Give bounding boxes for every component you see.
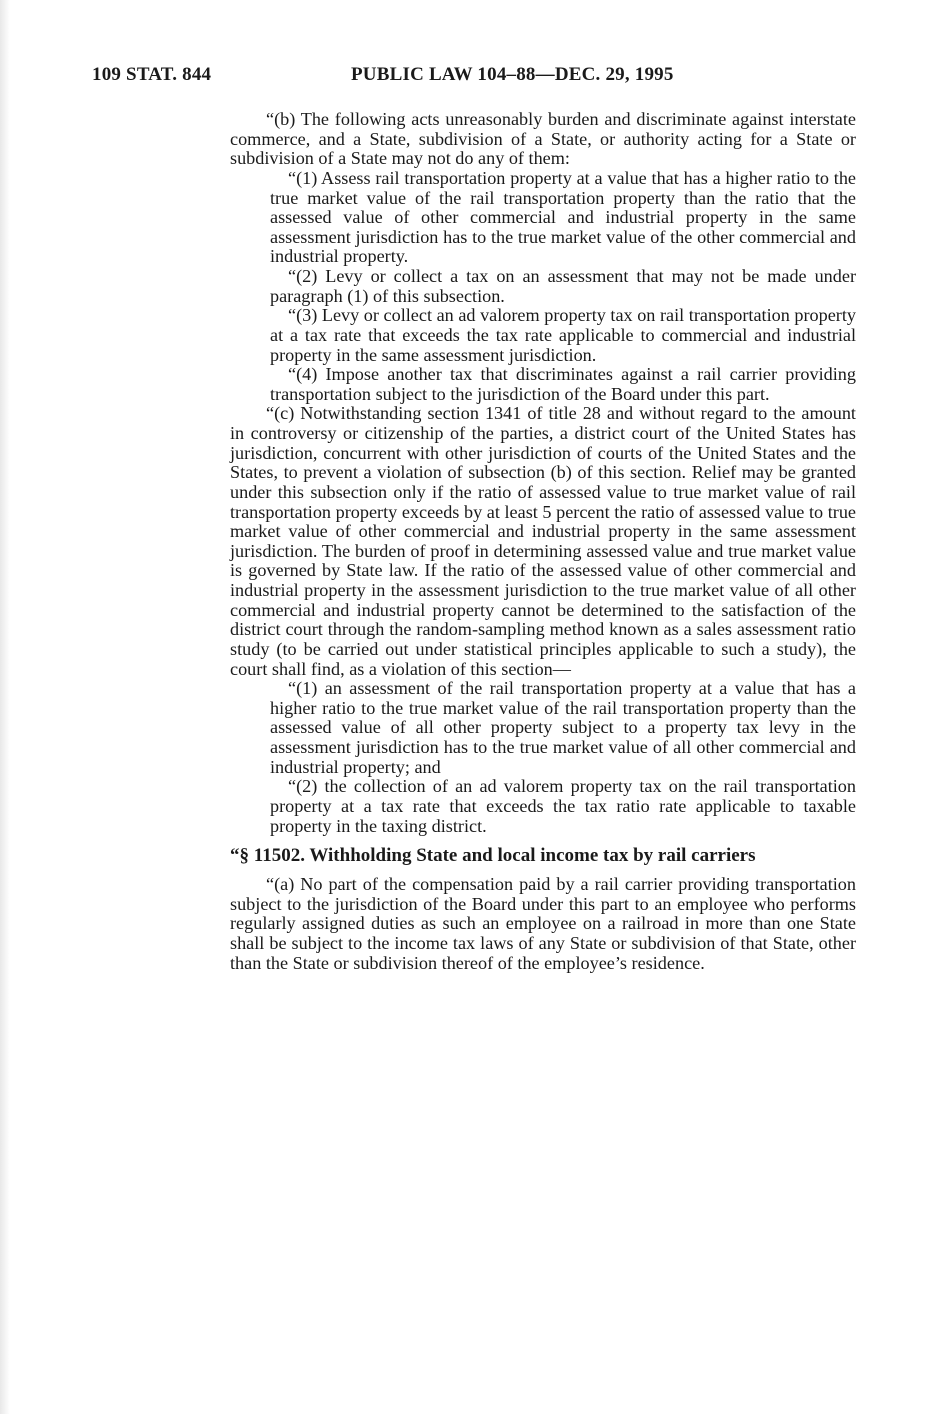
subsection-b-paragraph-1: “(1) Assess rail transportation property at a value that has a higher ratio to the true market value of the rail transportation property than the ratio that the assessed value of other commercial and industrial property in the same assessment jurisdiction has to the true market value of the other commercial and industrial property. [270,167,856,267]
running-header [92,64,812,88]
subsection-c-paragraph-2: “(2) the collection of an ad valorem property tax on the rail transportation property at a tax rate that exceeds the tax ratio rate applicable to taxable property in the taxing district. [270,776,856,836]
subsection-b-paragraph-4: “(4) Impose another tax that discriminates against a rail carrier providing transportation subject to the jurisdiction of the Board under this part. [270,364,856,404]
section-11502-subsection-a: “(a) No part of the compensation paid by a rail carrier providing transportation subject to the jurisdiction of the Board under this part to an employee who performs regularly assigned duties as such an employee on a railroad in more than one State shall be subject to the income tax laws of any State or subdivision of that State, other than the State or subdivision thereof of the employee’s residence. [230,874,856,973]
subsection-b-paragraph-3: “(3) Levy or collect an ad valorem property tax on rail transportation property at a tax rate that exceeds the tax rate applicable to commercial and industrial property in the same assessment jurisdiction. [270,305,856,365]
page-edge-shadow [0,0,10,1414]
statute-page-number: 109 STAT. 844 [92,64,212,85]
subsection-b-intro: “(b) The following acts unreasonably burden and discriminate against interstate commerce, and a State, subdivision of a State, or authority acting for a State or subdivision of a State may not do any of them: [230,109,856,169]
subsection-c-paragraph-1: “(1) an assessment of the rail transportation property at a value that has a higher ratio to the true market value of the rail transportation property than the assessed value of all other property subject to a property tax levy in the assessment jurisdiction has to the true market value of all other commercial and industrial property; and [270,678,856,777]
section-11502-heading: “§ 11502. Withholding State and local income tax by rail carriers [230,845,756,867]
subsection-c-intro: “(c) Notwithstanding section 1341 of title 28 and without regard to the amount in controversy or citizenship of the parties, a district court of the United States has jurisdiction, concurrent with other jurisdiction of courts of the United States and the States, to prevent a violation of subsection (b) of this section. Relief may be granted under this subsection only if the ratio of assessed value to true market value of rail transportation property exceeds by at least 5 percent the ratio of assessed value to true market value of other commercial and industrial property in the same assessment jurisdiction. The burden of proof in determining assessed value and true market value is governed by State law. If the ratio of the assessed value of other commercial and industrial property in the assessment jurisdiction to the true market value of all other commercial and industrial property cannot be determined to the satisfaction of the district court through the random-sampling method known as a sales assessment ratio study (to be carried out under statistical principles applicable to such a study), the court shall find, as a violation of this section— [230,403,856,679]
subsection-b-paragraph-2: “(2) Levy or collect a tax on an assessment that may not be made under paragraph (1) of this subsection. [270,266,856,306]
body-text [230,110,856,973]
public-law-citation: PUBLIC LAW 104–88—DEC. 29, 1995 [351,64,674,85]
